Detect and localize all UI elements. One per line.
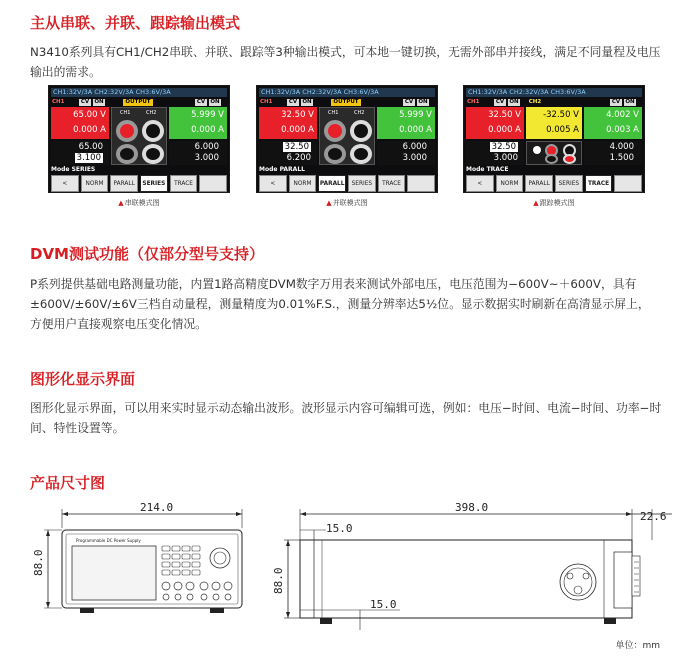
black-terminal-icon [142,144,164,164]
cv-tag-right: CV [611,99,621,105]
ch1-set-current: 3.100 [76,153,101,163]
softkey-parall[interactable]: PARALL [318,175,346,192]
screen-parallel-display [256,85,438,193]
softkey-norm[interactable]: NORM [289,175,317,192]
mode-value: PARALL [279,166,305,173]
softkey-row [466,175,642,192]
cv-tag-right: CV [196,99,206,105]
side-length-dimension: 398.0 [455,501,489,514]
softkey-trace[interactable]: TRACE [585,175,613,192]
knob-panel [319,107,375,165]
softkey-series[interactable]: SERIES [555,175,583,192]
ch2-readout-panel [526,107,582,139]
ch1-tag: CH1 [52,99,65,105]
section3-title: 图形化显示界面 [30,370,136,388]
softkey-blank[interactable] [199,175,227,192]
ch3-readout-panel [377,107,435,139]
output-tag: OUTPUT [123,99,153,106]
softkey-parall[interactable]: PARALL [110,175,138,192]
ch1-current: 0.000 A [488,125,521,135]
ch1-current: 0.000 A [281,125,314,135]
side-view [272,501,672,630]
section3-line2: 间、特性设置等。 [30,421,125,435]
status-bar: CH1:32V/3A CH2:32V/3A CH3:6V/3A [51,88,227,97]
black-terminal-icon [116,144,138,164]
side-rear-dimension: 22.6 [640,510,667,523]
ch2-tag: CH2 [528,99,542,105]
knob-label-ch1: CH1 [328,110,339,116]
mode-label: Mode [466,166,485,173]
softkey-row [259,175,435,192]
mode-indicator [51,166,111,174]
ch1-readout-panel [259,107,317,139]
ch3-current: 0.000 A [191,125,224,135]
caption-text: 跟踪模式图 [539,199,575,207]
ch3-setting-panel [584,141,642,165]
front-height-dimension: 88.0 [32,549,45,576]
status-bar: CH1:32V/3A CH2:32V/3A CH3:6V/3A [259,88,435,97]
section3-paragraph [30,398,661,438]
ch1-tag: CH1 [260,99,273,105]
ch1-setting-panel [466,141,524,165]
ch3-current: 0.000 A [399,125,432,135]
front-view [32,501,242,613]
trace-terminal-panel [526,141,582,165]
red-terminal-icon [563,154,576,164]
mode-value: TRACE [486,166,509,173]
ch1-set-voltage: 32.50 [491,142,516,152]
section2-line3: 方便用户直接观察电压变化情况。 [30,317,207,331]
status-bar: CH1:32V/3A CH2:32V/3A CH3:6V/3A [466,88,642,97]
ch3-setting-panel [169,141,227,165]
ch1-voltage: 32.50 V [488,110,521,120]
softkey-row [51,175,227,192]
cv-tag-right: CV [404,99,414,105]
caption-text: 串联模式图 [124,199,160,207]
ch3-voltage: 5.999 V [191,110,224,120]
softkey-back[interactable]: < [51,175,79,192]
section1-title: 主从串联、并联、跟踪输出模式 [30,14,241,32]
section2-line1: P系列提供基础电路测量功能，内置1路高精度DVM数字万用表来测试外部电压，电压范围为−600V~＋600V，具有 [30,277,637,291]
red-terminal-icon [324,120,346,142]
softkey-trace[interactable]: TRACE [170,175,198,192]
ch1-tag: CH1 [467,99,480,105]
ch3-readout-panel [169,107,227,139]
triangle-icon: ▲ [326,199,332,207]
side-bottom-offset-dimension: 15.0 [370,598,397,611]
softkey-blank[interactable] [614,175,642,192]
cv-tag: CV [80,99,90,105]
ch2-current: 0.005 A [546,125,579,135]
on-tag: ON [302,99,312,105]
red-terminal-icon [116,120,138,142]
screen-parallel [256,85,438,208]
ch3-readout-panel [584,107,642,139]
unit-note: 单位：mm [615,641,660,651]
on-tag: ON [509,99,519,105]
softkey-parall[interactable]: PARALL [525,175,553,192]
section3-line1: 图形化显示界面，可以用来实时显示动态输出波形。波形显示内容可编辑可选，例如：电压−时间、电流−时间、功率−时 [30,401,662,415]
ch1-setting-panel [51,141,109,165]
on-tag-right: ON [418,99,428,105]
front-panel-label: Programmable DC Power Supply [76,538,141,543]
ch3-voltage: 4.002 V [606,110,639,120]
softkey-series[interactable]: SERIES [140,175,168,192]
ch3-set-current: 1.500 [609,153,634,163]
triangle-icon: ▲ [118,199,124,207]
output-tag: OUTPUT [331,99,361,106]
softkey-back[interactable]: < [466,175,494,192]
softkey-norm[interactable]: NORM [496,175,524,192]
black-terminal-icon [350,120,372,142]
ch2-voltage: -32.50 V [543,110,579,120]
screen-trace [463,85,645,208]
ch3-current: 0.003 A [606,125,639,135]
ch1-set-current: 3.000 [493,153,518,163]
section4-title: 产品尺寸图 [30,474,106,492]
caption-text: 并联模式图 [332,199,368,207]
mode-label: Mode [51,166,70,173]
side-top-offset-dimension: 15.0 [326,522,353,535]
ch1-set-voltage: 32.50 [284,142,309,152]
cv-tag: CV [288,99,298,105]
knob-label-ch1: CH1 [120,110,131,116]
mode-indicator [466,166,526,174]
ch1-set-current: 6.200 [286,153,311,163]
ch1-readout-panel [466,107,524,139]
section2-title: DVM测试功能（仅部分型号支持） [30,245,264,263]
softkey-series[interactable]: SERIES [348,175,376,192]
on-tag-right: ON [210,99,220,105]
ch1-voltage: 65.00 V [73,110,106,120]
knob-label-ch2: CH2 [146,110,157,116]
softkey-blank[interactable] [407,175,435,192]
section1-line1: N3410系列具有CH1/CH2串联、并联、跟踪等3种输出模式，可本地一键切换，无需外部串并接线，满足不同量程及电压 [30,45,661,59]
ch1-voltage: 32.50 V [281,110,314,120]
black-terminal-icon [350,144,372,164]
section1-line2: 输出的需求。 [30,65,101,79]
black-terminal-icon [142,120,164,142]
softkey-norm[interactable]: NORM [81,175,109,192]
triangle-icon: ▲ [533,199,539,207]
on-tag-right: ON [625,99,635,105]
screen-series-display [48,85,230,193]
screen-caption [48,198,230,208]
cv-tag: CV [495,99,505,105]
ch1-current: 0.000 A [73,125,106,135]
section2-paragraph [30,274,650,334]
mode-value: SERIES [71,166,96,173]
screen-caption [256,198,438,208]
ch1-setting-panel [259,141,317,165]
ch3-set-voltage: 6.000 [194,142,219,152]
mode-label: Mode [259,166,278,173]
knob-panel [111,107,167,165]
ch3-set-current: 3.000 [194,153,219,163]
knob-label-ch2: CH2 [354,110,365,116]
ch3-setting-panel [377,141,435,165]
ch1-set-voltage: 65.00 [78,142,103,152]
dimension-drawing [0,500,690,660]
front-width-dimension: 214.0 [140,501,174,514]
softkey-back[interactable]: < [259,175,287,192]
screen-series [48,85,230,208]
mode-indicator [259,166,319,174]
section2-line2: ±600V/±60V/±6V三档自动量程，测量精度为0.01%F.S.，测量分辨率达5½位。显示数据实时刷新在高清显示屏上， [30,297,650,311]
screen-caption [463,198,645,208]
ch3-set-current: 3.000 [402,153,427,163]
on-tag: ON [94,99,104,105]
ch3-set-voltage: 6.000 [402,142,427,152]
ch3-voltage: 5.999 V [399,110,432,120]
ch3-set-voltage: 4.000 [609,142,634,152]
softkey-trace[interactable]: TRACE [378,175,406,192]
side-height-dimension: 88.0 [272,567,285,594]
screen-trace-display [463,85,645,193]
terminal-dot-icon [533,146,541,154]
black-terminal-icon [545,154,558,164]
black-terminal-icon [324,144,346,164]
section1-paragraph [30,42,660,82]
ch1-readout-panel [51,107,109,139]
